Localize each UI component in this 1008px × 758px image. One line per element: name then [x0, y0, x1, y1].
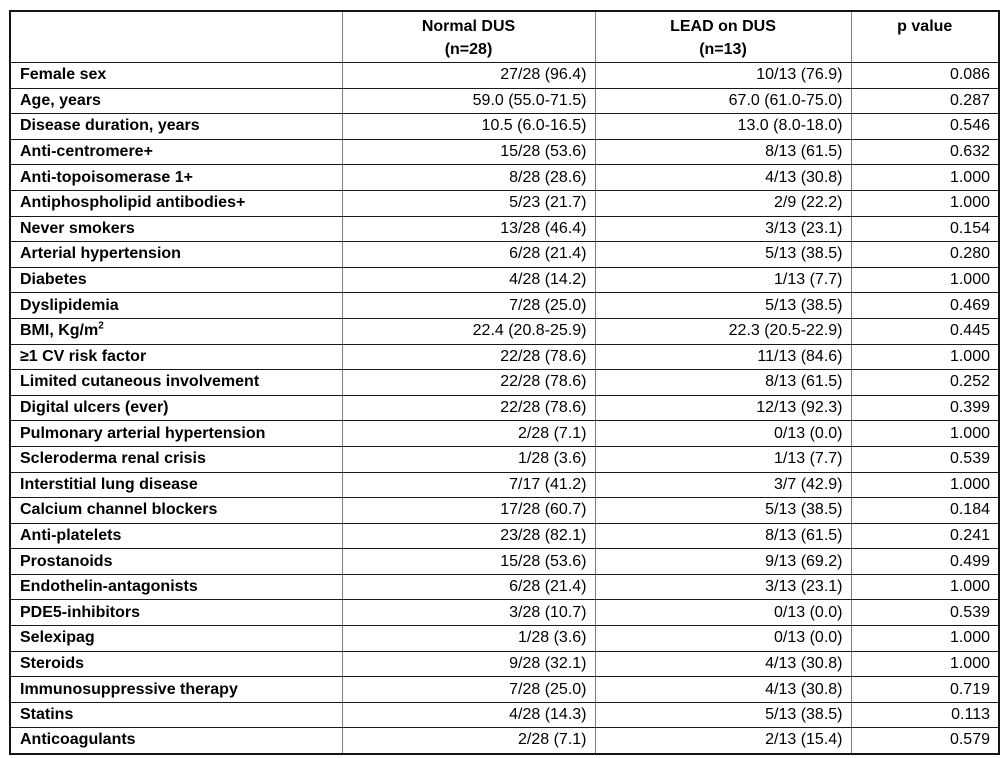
- normal-dus-value: 15/28 (53.6): [342, 139, 595, 165]
- lead-dus-value: 8/13 (61.5): [595, 370, 851, 396]
- p-value: 1.000: [851, 472, 999, 498]
- table-row: [10, 114, 999, 140]
- table-row: [10, 139, 999, 165]
- lead-dus-value: 5/13 (38.5): [595, 242, 851, 268]
- row-label-text: Calcium channel blockers: [20, 501, 218, 519]
- lead-dus-value: 12/13 (92.3): [595, 395, 851, 421]
- row-label-text: Scleroderma renal crisis: [20, 450, 206, 468]
- row-label-text: Steroids: [20, 654, 85, 672]
- normal-dus-value: 22/28 (78.6): [342, 395, 595, 421]
- lead-dus-value: 22.3 (20.5-22.9): [595, 318, 851, 344]
- row-label: [10, 472, 342, 498]
- normal-dus-value: 1/28 (3.6): [342, 446, 595, 472]
- row-label-text: Antiphospholipid antibodies+: [20, 194, 246, 212]
- table-row: [10, 626, 999, 652]
- row-label-text: Pulmonary arterial hypertension: [20, 424, 266, 442]
- row-label: [10, 114, 342, 140]
- p-value: 1.000: [851, 651, 999, 677]
- table-row: [10, 318, 999, 344]
- normal-dus-value: 1/28 (3.6): [342, 626, 595, 652]
- table-row: [10, 523, 999, 549]
- lead-dus-value: 10/13 (76.9): [595, 63, 851, 89]
- row-label-text: Immunosuppressive therapy: [20, 680, 238, 698]
- row-label: [10, 600, 342, 626]
- normal-dus-value: 8/28 (28.6): [342, 165, 595, 191]
- normal-dus-value: 27/28 (96.4): [342, 63, 595, 89]
- p-value: 0.546: [851, 114, 999, 140]
- normal-dus-value: 6/28 (21.4): [342, 242, 595, 268]
- row-label: [10, 293, 342, 319]
- row-label: [10, 370, 342, 396]
- table-row: [10, 651, 999, 677]
- row-label-text: PDE5-inhibitors: [20, 603, 141, 621]
- p-value: 0.113: [851, 702, 999, 728]
- table-body: [10, 63, 999, 754]
- table-row: [10, 344, 999, 370]
- table-row: [10, 370, 999, 396]
- row-label-text: Dyslipidemia: [20, 296, 119, 314]
- row-label: [10, 421, 342, 447]
- normal-dus-value: 6/28 (21.4): [342, 574, 595, 600]
- row-label-superscript: 2: [98, 320, 104, 332]
- p-value: 0.252: [851, 370, 999, 396]
- header-lead-dus-line2: (n=13): [699, 41, 747, 58]
- row-label: [10, 651, 342, 677]
- row-label-text: Female sex: [20, 66, 107, 84]
- lead-dus-value: 5/13 (38.5): [595, 498, 851, 524]
- table-row: [10, 395, 999, 421]
- header-normal-dus-line2: (n=28): [444, 41, 493, 58]
- lead-dus-value: 2/9 (22.2): [595, 190, 851, 216]
- row-label-text: Disease duration, years: [20, 117, 200, 135]
- row-label: [10, 626, 342, 652]
- header-lead-dus-line1: LEAD on DUS: [670, 18, 776, 35]
- normal-dus-value: 9/28 (32.1): [342, 651, 595, 677]
- normal-dus-value: 22/28 (78.6): [342, 370, 595, 396]
- lead-dus-value: 11/13 (84.6): [595, 344, 851, 370]
- row-label-text: Anticoagulants: [20, 731, 136, 749]
- table-row: [10, 446, 999, 472]
- lead-dus-value: 1/13 (7.7): [595, 446, 851, 472]
- normal-dus-value: 23/28 (82.1): [342, 523, 595, 549]
- header-row: [10, 11, 999, 63]
- table-row: [10, 498, 999, 524]
- row-label: [10, 88, 342, 114]
- header-cell-normal-dus: [342, 11, 595, 63]
- p-value: 0.241: [851, 523, 999, 549]
- p-value: 0.539: [851, 600, 999, 626]
- row-label-text: ≥1 CV risk factor: [20, 347, 147, 365]
- row-label-text: Never smokers: [20, 219, 135, 237]
- p-value: 0.469: [851, 293, 999, 319]
- p-value: 1.000: [851, 165, 999, 191]
- normal-dus-value: 7/28 (25.0): [342, 677, 595, 703]
- row-label: [10, 318, 342, 344]
- row-label: [10, 267, 342, 293]
- row-label: [10, 574, 342, 600]
- normal-dus-value: 22.4 (20.8-25.9): [342, 318, 595, 344]
- header-p-value-label: p value: [897, 18, 953, 35]
- normal-dus-value: 13/28 (46.4): [342, 216, 595, 242]
- p-value: 0.086: [851, 63, 999, 89]
- normal-dus-value: 7/17 (41.2): [342, 472, 595, 498]
- lead-dus-value: 1/13 (7.7): [595, 267, 851, 293]
- p-value: 1.000: [851, 574, 999, 600]
- lead-dus-value: 13.0 (8.0-18.0): [595, 114, 851, 140]
- p-value: 0.399: [851, 395, 999, 421]
- table-row: [10, 267, 999, 293]
- row-label: [10, 702, 342, 728]
- normal-dus-value: 5/23 (21.7): [342, 190, 595, 216]
- table-row: [10, 216, 999, 242]
- lead-dus-value: 8/13 (61.5): [595, 523, 851, 549]
- row-label-text: Anti-topoisomerase 1+: [20, 168, 193, 186]
- row-label: [10, 523, 342, 549]
- normal-dus-value: 59.0 (55.0-71.5): [342, 88, 595, 114]
- header-cell-p-value: [851, 11, 999, 63]
- row-label: [10, 549, 342, 575]
- characteristics-table: [9, 10, 1000, 755]
- p-value: 0.445: [851, 318, 999, 344]
- row-label: [10, 63, 342, 89]
- row-label: [10, 446, 342, 472]
- row-label-text: Statins: [20, 706, 74, 724]
- row-label: [10, 190, 342, 216]
- table-row: [10, 600, 999, 626]
- normal-dus-value: 22/28 (78.6): [342, 344, 595, 370]
- table-row: [10, 165, 999, 191]
- row-label-text: Diabetes: [20, 271, 87, 289]
- row-label-text: Arterial hypertension: [20, 245, 181, 263]
- row-label-text: Anti-platelets: [20, 526, 122, 544]
- row-label-text: Endothelin-antagonists: [20, 578, 198, 596]
- p-value: 1.000: [851, 626, 999, 652]
- p-value: 0.632: [851, 139, 999, 165]
- table-row: [10, 472, 999, 498]
- row-label-text: Anti-centromere+: [20, 143, 153, 161]
- p-value: 0.719: [851, 677, 999, 703]
- row-label: [10, 728, 342, 754]
- p-value: 0.579: [851, 728, 999, 754]
- row-label-text: Age, years: [20, 91, 101, 109]
- lead-dus-value: 4/13 (30.8): [595, 677, 851, 703]
- row-label: [10, 677, 342, 703]
- header-normal-dus-line1: Normal DUS: [421, 18, 516, 35]
- table-row: [10, 421, 999, 447]
- row-label: [10, 498, 342, 524]
- row-label-text: Interstitial lung disease: [20, 475, 198, 493]
- normal-dus-value: 2/28 (7.1): [342, 421, 595, 447]
- table-row: [10, 549, 999, 575]
- lead-dus-value: 3/13 (23.1): [595, 574, 851, 600]
- lead-dus-value: 3/7 (42.9): [595, 472, 851, 498]
- lead-dus-value: 0/13 (0.0): [595, 421, 851, 447]
- p-value: 0.154: [851, 216, 999, 242]
- row-label-text: Selexipag: [20, 629, 95, 647]
- row-label: [10, 216, 342, 242]
- normal-dus-value: 3/28 (10.7): [342, 600, 595, 626]
- p-value: 1.000: [851, 344, 999, 370]
- table-row: [10, 242, 999, 268]
- normal-dus-value: 2/28 (7.1): [342, 728, 595, 754]
- table-row: [10, 677, 999, 703]
- table-row: [10, 728, 999, 754]
- p-value: 1.000: [851, 190, 999, 216]
- p-value: 0.184: [851, 498, 999, 524]
- row-label: [10, 242, 342, 268]
- row-label-text: Limited cutaneous involvement: [20, 373, 260, 391]
- lead-dus-value: 67.0 (61.0-75.0): [595, 88, 851, 114]
- lead-dus-value: 9/13 (69.2): [595, 549, 851, 575]
- table-row: [10, 63, 999, 89]
- p-value: 0.280: [851, 242, 999, 268]
- row-label: [10, 139, 342, 165]
- p-value: 0.539: [851, 446, 999, 472]
- lead-dus-value: 4/13 (30.8): [595, 651, 851, 677]
- row-label: [10, 395, 342, 421]
- row-label: [10, 344, 342, 370]
- normal-dus-value: 15/28 (53.6): [342, 549, 595, 575]
- normal-dus-value: 10.5 (6.0-16.5): [342, 114, 595, 140]
- table-row: [10, 293, 999, 319]
- lead-dus-value: 5/13 (38.5): [595, 293, 851, 319]
- lead-dus-value: 5/13 (38.5): [595, 702, 851, 728]
- p-value: 0.287: [851, 88, 999, 114]
- row-label-text: Digital ulcers (ever): [20, 399, 169, 417]
- normal-dus-value: 4/28 (14.2): [342, 267, 595, 293]
- row-label-text: Prostanoids: [20, 552, 113, 570]
- table-row: [10, 190, 999, 216]
- normal-dus-value: 4/28 (14.3): [342, 702, 595, 728]
- lead-dus-value: 0/13 (0.0): [595, 626, 851, 652]
- normal-dus-value: 17/28 (60.7): [342, 498, 595, 524]
- table-row: [10, 88, 999, 114]
- p-value: 1.000: [851, 421, 999, 447]
- table-row: [10, 574, 999, 600]
- p-value: 0.499: [851, 549, 999, 575]
- lead-dus-value: 0/13 (0.0): [595, 600, 851, 626]
- normal-dus-value: 7/28 (25.0): [342, 293, 595, 319]
- row-label: [10, 165, 342, 191]
- table-row: [10, 702, 999, 728]
- table-header: [10, 11, 999, 63]
- row-label-text: BMI, Kg/m: [20, 322, 99, 340]
- p-value: 1.000: [851, 267, 999, 293]
- header-cell-empty: [10, 11, 342, 63]
- lead-dus-value: 2/13 (15.4): [595, 728, 851, 754]
- header-cell-lead-dus: [595, 11, 851, 63]
- lead-dus-value: 8/13 (61.5): [595, 139, 851, 165]
- lead-dus-value: 4/13 (30.8): [595, 165, 851, 191]
- lead-dus-value: 3/13 (23.1): [595, 216, 851, 242]
